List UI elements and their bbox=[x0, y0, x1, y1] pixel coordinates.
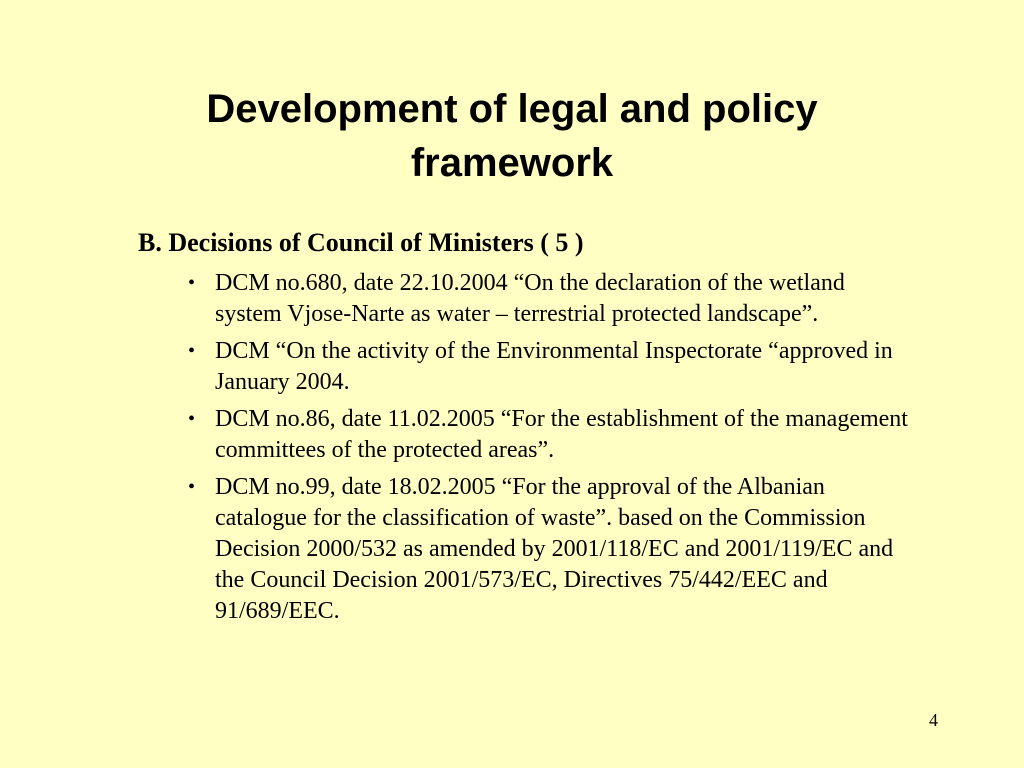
bullet-text: DCM no.680, date 22.10.2004 “On the declaration of the wetland system Vjose-Narte as water – terrestrial protected landscape”. bbox=[215, 270, 845, 327]
bullet-text: DCM “On the activity of the Environmental Inspectorate “approved in January 2004. bbox=[215, 338, 893, 395]
slide-content bbox=[138, 226, 928, 633]
bullet-item bbox=[188, 336, 915, 398]
bullet-text: DCM no.86, date 11.02.2005 “For the establishment of the management committees of the protected areas”. bbox=[215, 406, 908, 463]
slide-title bbox=[112, 82, 912, 190]
bullet-icon: • bbox=[188, 340, 196, 362]
bullet-icon: • bbox=[188, 272, 196, 294]
slide-title-line-2: framework bbox=[410, 141, 614, 185]
section-heading: B. Decisions of Council of Ministers ( 5 ) bbox=[138, 228, 584, 257]
bullet-icon: • bbox=[188, 408, 196, 430]
bullet-icon: • bbox=[188, 476, 196, 498]
bullet-list bbox=[138, 268, 928, 627]
bullet-text: DCM no.99, date 18.02.2005 “For the approval of the Albanian catalogue for the classification of waste”. based on the Commission Decision 2000/532 as amended by 2001/118/EC and 2001/119/EC and the Council Decision 2001/573/EC, Directives 75/442/EEC and 91/689/EEC. bbox=[215, 474, 894, 624]
bullet-item bbox=[188, 404, 915, 466]
bullet-item bbox=[188, 472, 915, 627]
bullet-item bbox=[188, 268, 915, 330]
slide-number: 4 bbox=[929, 710, 938, 730]
slide-title-line-1: Development of legal and policy bbox=[206, 87, 818, 131]
